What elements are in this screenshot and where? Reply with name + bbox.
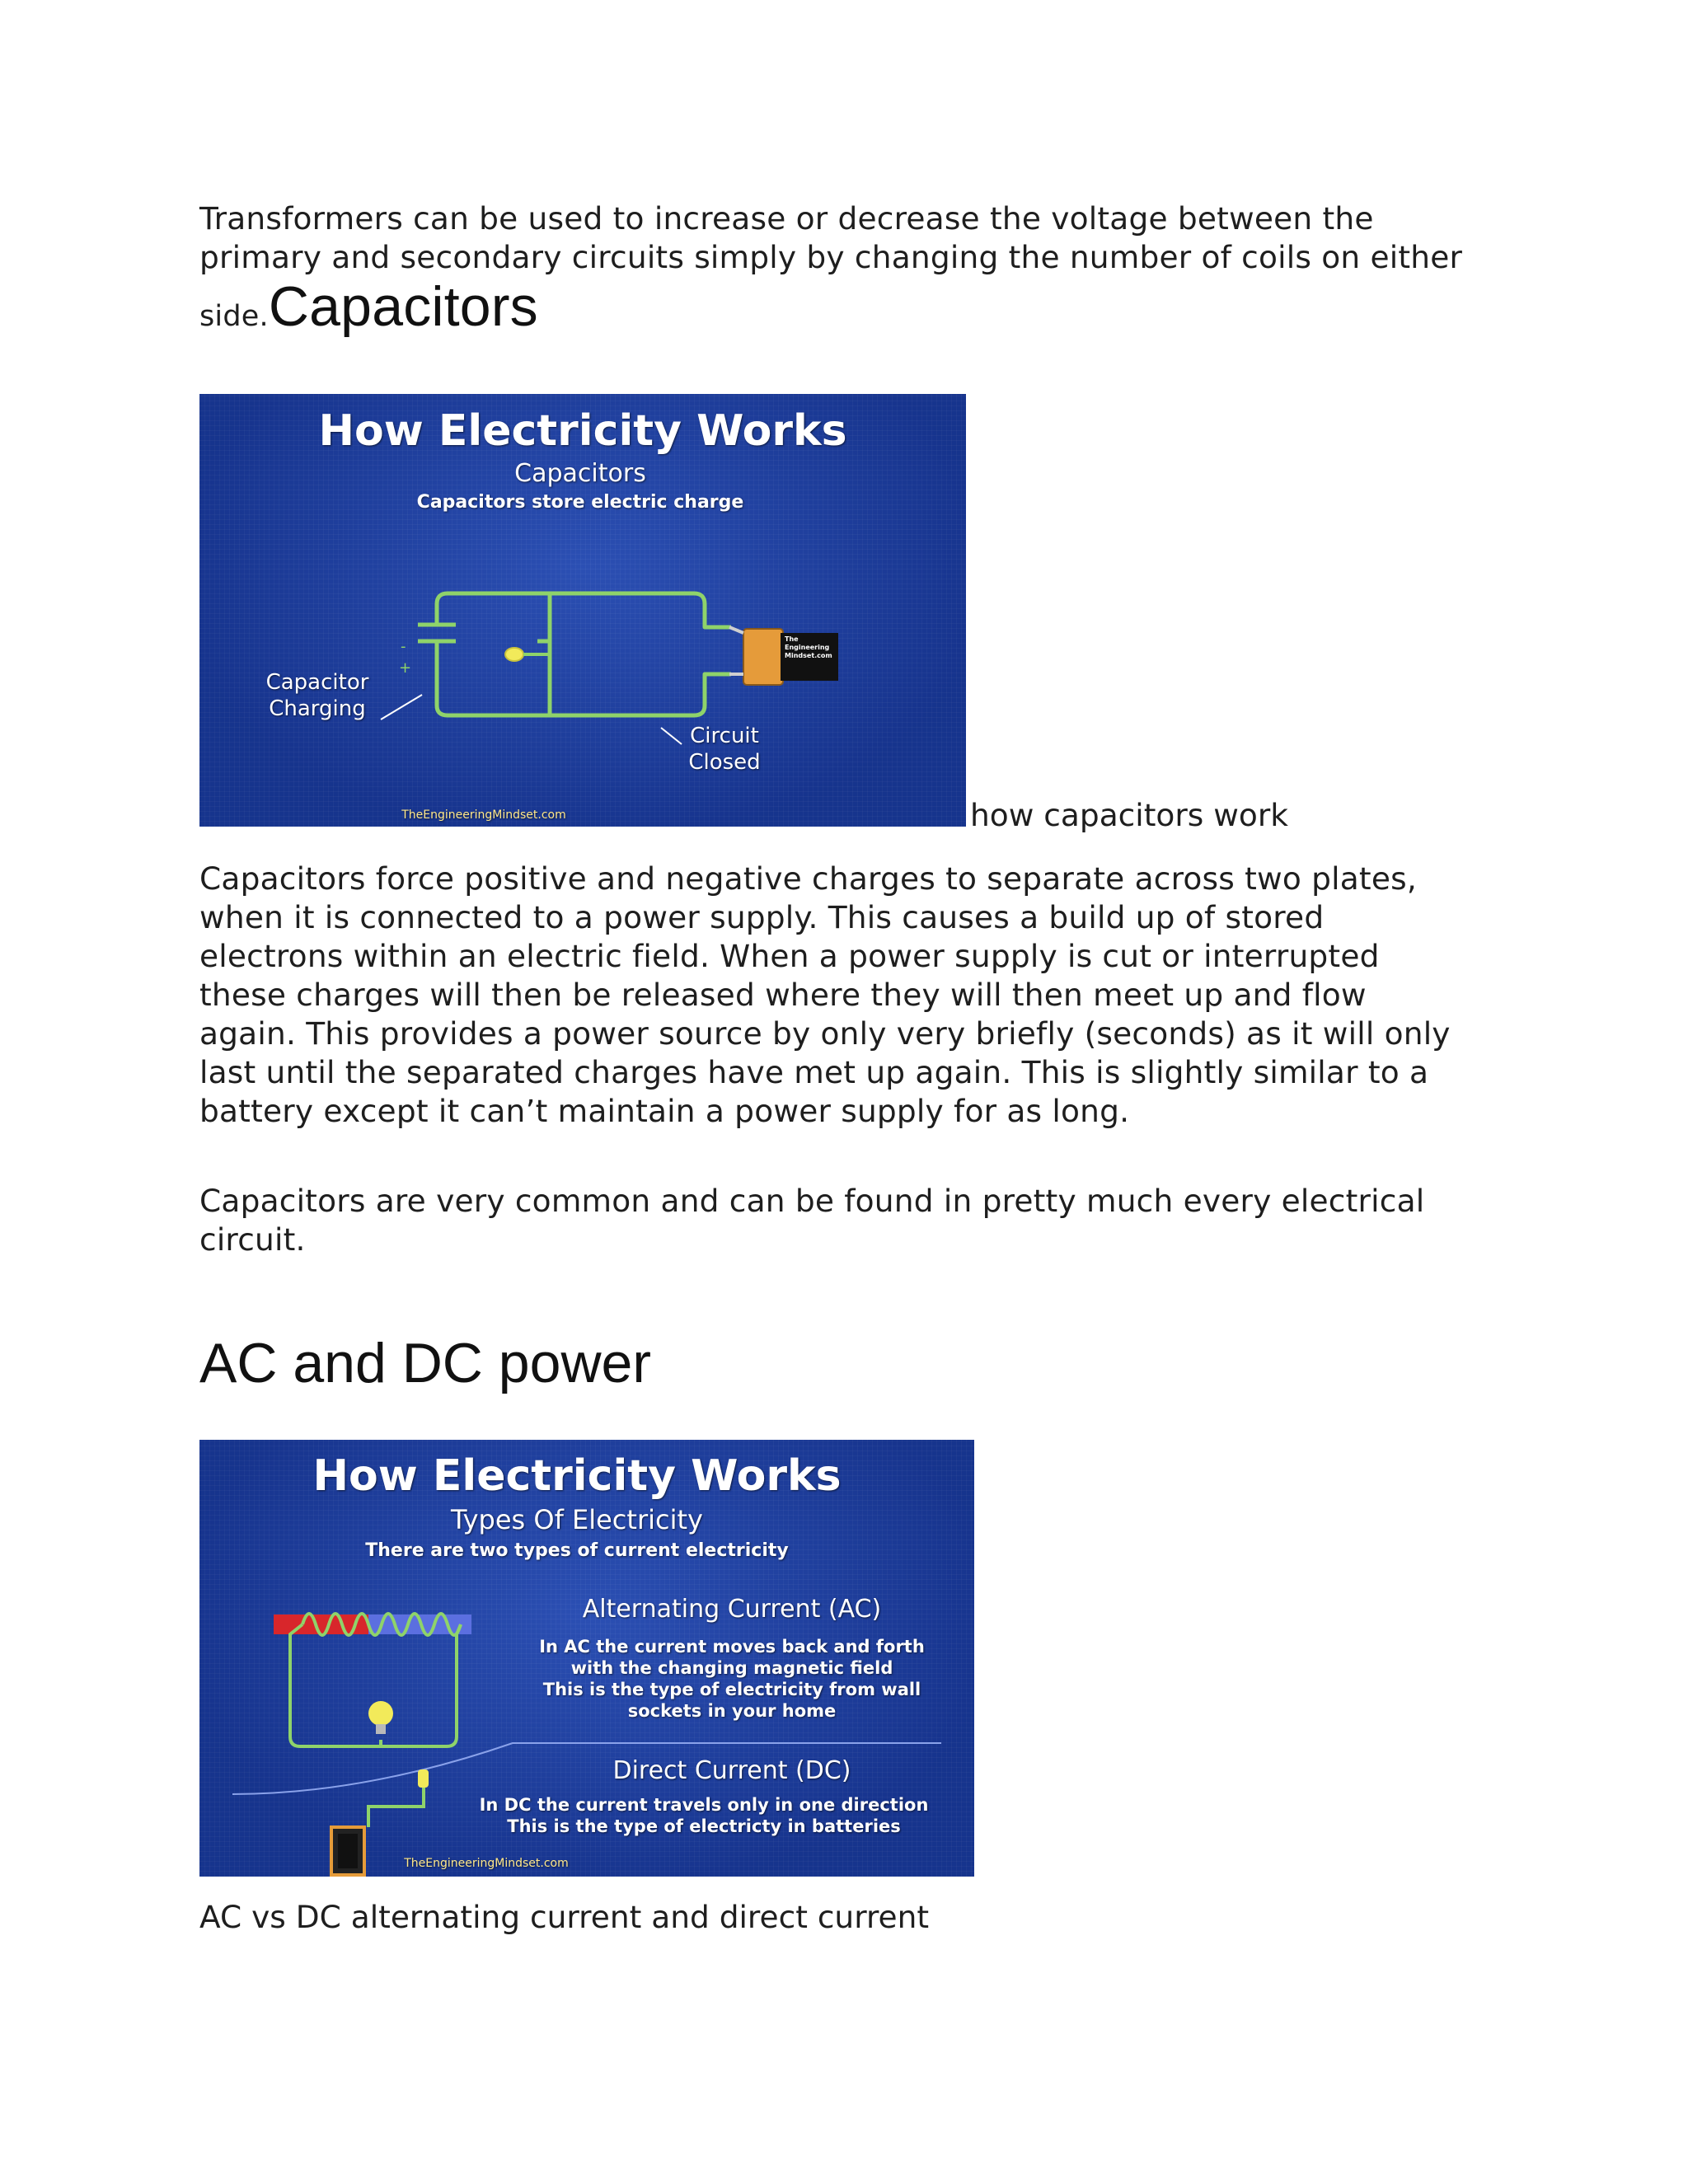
text-line: Transformers can be used to increase or decrease the voltage between the <box>199 200 1374 237</box>
plus-sign: + <box>399 659 412 677</box>
dc-description-line: This is the type of electricty in batteries <box>507 1816 901 1836</box>
heading-ac-dc-power: AC and DC power <box>199 1332 652 1394</box>
text-fragment: side. <box>199 300 269 333</box>
label-capacitor: Capacitor <box>265 670 369 695</box>
figure-watermark: TheEngineeringMindset.com <box>404 1857 569 1870</box>
label-charging: Charging <box>269 696 366 721</box>
battery-label <box>785 635 832 660</box>
figure-watermark: TheEngineeringMindset.com <box>401 808 566 822</box>
figure-title: How Electricity Works <box>312 1451 842 1501</box>
ac-description-line: This is the type of electricity from wall <box>542 1680 921 1699</box>
ac-dc-diagram-image <box>199 1440 974 1877</box>
text-line: electrons within an electric field. When a power supply is cut or interrupted <box>199 938 1380 974</box>
figure-caption: AC vs DC alternating current and direct current <box>199 1899 930 1935</box>
text-line: primary and secondary circuits simply by changing the number of coils on either <box>199 239 1463 275</box>
dc-led-icon <box>418 1769 429 1788</box>
battery-label-line: Mindset.com <box>785 652 832 659</box>
ac-description-line: sockets in your home <box>627 1701 837 1721</box>
capacitors-common-paragraph <box>199 1182 1424 1259</box>
text-line: when it is connected to a power supply. This causes a build up of stored <box>199 899 1325 935</box>
ac-heading: Alternating Current (AC) <box>582 1595 882 1624</box>
text-line: Capacitors are very common and can be found in pretty much every electrical <box>199 1183 1425 1219</box>
minus-sign: - <box>401 638 406 655</box>
battery-icon <box>743 629 783 685</box>
dc-heading: Direct Current (DC) <box>612 1756 851 1785</box>
dc-description-line: In DC the current travels only in one direction <box>479 1795 929 1815</box>
transformers-paragraph <box>199 199 1462 344</box>
text-line: again. This provides a power source by only very briefly (seconds) as it will only <box>199 1015 1451 1052</box>
figure-subtitle: Capacitors <box>514 459 646 488</box>
heading-capacitors: Capacitors <box>268 275 538 338</box>
battery-label-line: The <box>785 635 799 643</box>
text-line <box>199 275 1462 344</box>
figure-tagline: There are two types of current electricity <box>365 1540 789 1561</box>
text-line: Capacitors force positive and negative charges to separate across two plates, <box>199 860 1417 897</box>
figure-title: How Electricity Works <box>318 406 847 456</box>
figure-tagline: Capacitors store electric charge <box>416 492 744 513</box>
figure-caption: how capacitors work <box>970 797 1288 833</box>
ac-description-line: with the changing magnetic field <box>570 1658 893 1678</box>
battery-label-line: Engineering <box>785 644 830 651</box>
ac-description <box>539 1636 925 1722</box>
bulb-icon <box>368 1701 393 1726</box>
text-line: these charges will then be released where they will then meet up and flow <box>199 977 1367 1013</box>
text-line: circuit. <box>199 1221 306 1258</box>
label-closed: Closed <box>688 750 761 775</box>
ac-description-line: In AC the current moves back and forth <box>539 1637 925 1657</box>
capacitors-paragraph <box>199 860 1451 1131</box>
text-line: last until the separated charges have met up again. This is slightly similar to a <box>199 1054 1429 1090</box>
led-icon <box>505 648 523 661</box>
figure-subtitle: Types Of Electricity <box>451 1504 703 1535</box>
label-circuit: Circuit <box>690 724 759 748</box>
text-line: battery except it can’t maintain a power supply for as long. <box>199 1093 1130 1129</box>
capacitor-diagram-image <box>199 394 966 827</box>
dc-description <box>480 1794 929 1837</box>
